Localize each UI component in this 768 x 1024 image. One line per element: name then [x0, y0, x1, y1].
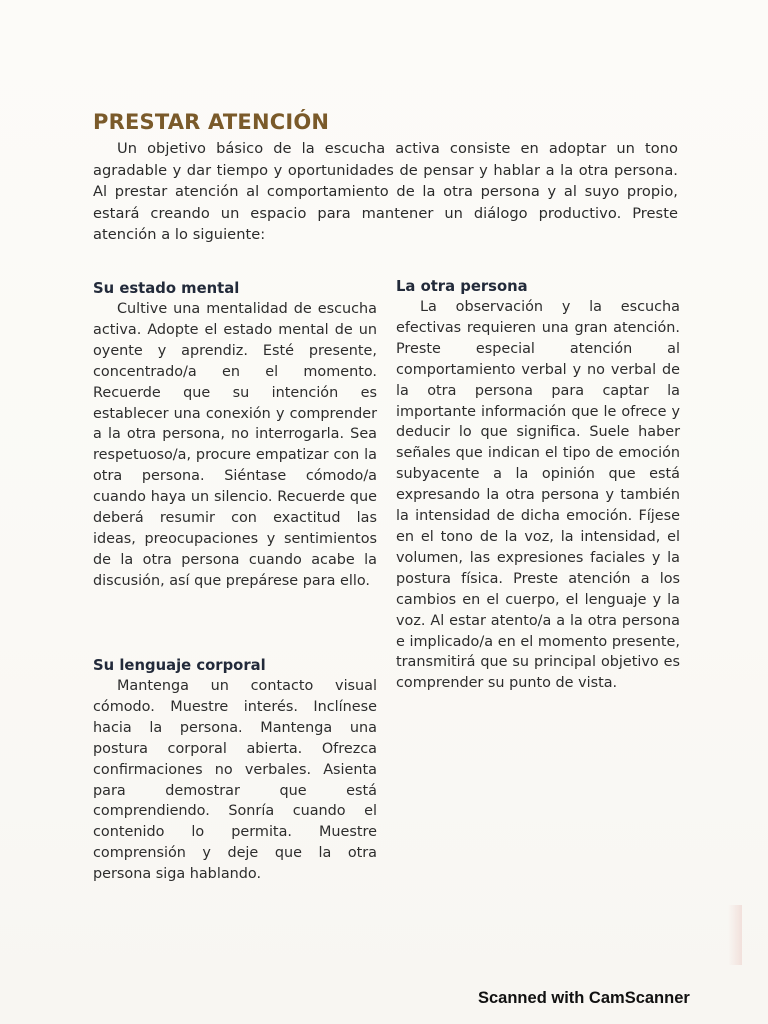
scanner-watermark: Scanned with CamScanner — [478, 989, 690, 1007]
section-otra-persona — [396, 277, 680, 694]
section-heading-estado-mental: Su estado mental — [93, 280, 240, 297]
scan-edge-mark — [728, 905, 742, 965]
section-heading-lenguaje-corporal: Su lenguaje corporal — [93, 657, 266, 674]
section-estado-mental — [93, 279, 377, 592]
intro-paragraph: Un objetivo básico de la escucha activa consiste en adoptar un tono agradable y dar tiempo y oportunidades de pensar y hablar a la otra persona. Al prestar atención al comportamiento de la otra persona y al suyo propio, estará creando un espacio para mantener un diálogo productivo. Preste atención a lo siguiente: — [93, 140, 678, 243]
section-heading-otra-persona: La otra persona — [396, 278, 528, 295]
section-text-lenguaje-corporal: Mantenga un contacto visual cómodo. Muestre interés. Inclínese hacia la persona. Mantenga una postura corporal abierta. Ofrezca confirmaciones no verbales. Asienta para demostrar que está comprendiendo. Sonría cuando el contenido lo permita. Muestre comprensión y deje que la otra persona siga hablando. — [93, 678, 377, 883]
page-title: PRESTAR ATENCIÓN — [93, 110, 330, 134]
section-text-estado-mental: Cultive una mentalidad de escucha activa. Adopte el estado mental de un oyente y aprendiz. Esté presente, concentrado/a en el momento. Recuerde que su intención es establecer una conexión y comprender a la otra persona, no interrogarla. Sea respetuoso/a, procure empatizar con la otra persona. Siéntase cómodo/a cuando haya un silencio. Recuerde que deberá resumir con exactitud las ideas, preocupaciones y sentimientos de la otra persona cuando acabe la discusión, así que prepárese para ello. — [93, 301, 377, 589]
section-lenguaje-corporal — [93, 656, 377, 885]
section-text-otra-persona: La observación y la escucha efectivas requieren una gran atención. Preste especial atención al comportamiento verbal y no verbal de la otra persona para captar la importante información que le ofrece y deducir lo que significa. Suele haber señales que indican el tipo de emoción subyacente a la opinión que está expresando la otra persona y también la intensidad de dicha emoción. Fíjese en el tono de la voz, la intensidad, el volumen, las expresiones faciales y la postura física. Preste atención a los cambios en el cuerpo, el lenguaje y la voz. Al estar atento/a a la otra persona e implicado/a en el momento presente, transmitirá que su principal objetivo es comprender su punto de vista. — [396, 299, 680, 692]
